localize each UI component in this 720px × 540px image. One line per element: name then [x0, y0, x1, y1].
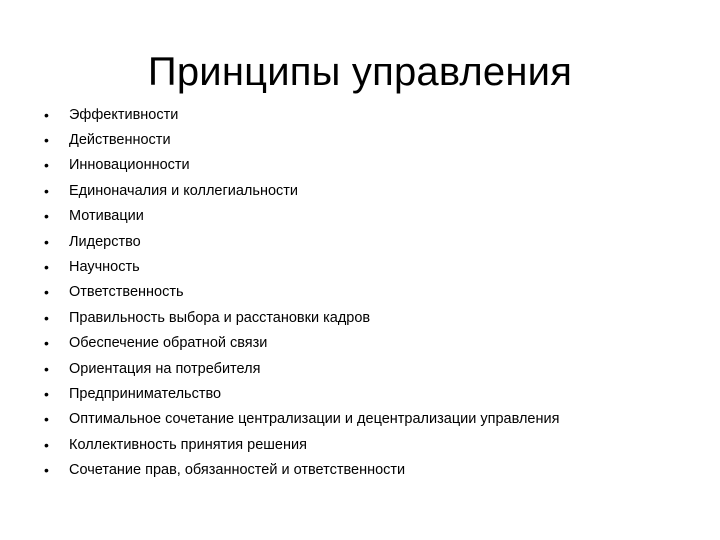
list-item	[46, 381, 686, 406]
bullet-icon: •	[44, 462, 49, 479]
list-item	[46, 178, 686, 203]
list-item-text: Правильность выбора и расстановки кадров	[69, 309, 371, 326]
list-item	[46, 102, 686, 127]
bullet-list	[46, 102, 686, 483]
bullet-icon: •	[44, 436, 49, 453]
bullet-icon: •	[44, 132, 49, 149]
list-item-text: Научность	[69, 259, 140, 276]
list-item	[46, 432, 686, 457]
list-item-text: Действенности	[69, 132, 171, 149]
bullet-icon: •	[44, 182, 49, 199]
bullet-icon: •	[44, 411, 49, 428]
list-item-text: Обеспечение обратной связи	[69, 335, 268, 352]
list-item	[46, 204, 686, 229]
slide-title: Принципы управления	[147, 50, 573, 94]
list-item-text: Мотивации	[69, 208, 144, 225]
bullet-icon: •	[44, 360, 49, 377]
list-item	[46, 331, 686, 356]
bullet-icon: •	[44, 284, 49, 301]
list-item-text: Сочетание прав, обязанностей и ответственности	[69, 462, 406, 479]
list-item	[46, 127, 686, 152]
bullet-icon: •	[44, 385, 49, 402]
list-item-text: Единоначалия и коллегиальности	[69, 182, 299, 199]
list-item-text: Ориентация на потребителя	[69, 360, 261, 377]
list-item	[46, 153, 686, 178]
list-item	[46, 229, 686, 254]
bullet-icon: •	[44, 157, 49, 174]
list-item-text: Лидерство	[69, 233, 141, 250]
list-item-text: Ответственность	[69, 284, 184, 301]
list-item	[46, 457, 686, 482]
bullet-icon: •	[44, 309, 49, 326]
list-item	[46, 305, 686, 330]
list-item-text: Предпринимательство	[69, 385, 222, 402]
list-item-text: Коллективность принятия решения	[69, 436, 307, 453]
list-item	[46, 254, 686, 279]
list-item	[46, 407, 686, 432]
bullet-icon: •	[44, 233, 49, 250]
list-item-text: Оптимальное сочетание централизации и децентрализации управления	[69, 411, 560, 428]
list-item-text: Эффективности	[69, 106, 179, 123]
list-item-text: Инновационности	[69, 157, 190, 174]
bullet-icon: •	[44, 106, 49, 123]
bullet-icon: •	[44, 335, 49, 352]
list-item	[46, 356, 686, 381]
list-item	[46, 280, 686, 305]
bullet-icon: •	[44, 259, 49, 276]
bullet-icon: •	[44, 208, 49, 225]
